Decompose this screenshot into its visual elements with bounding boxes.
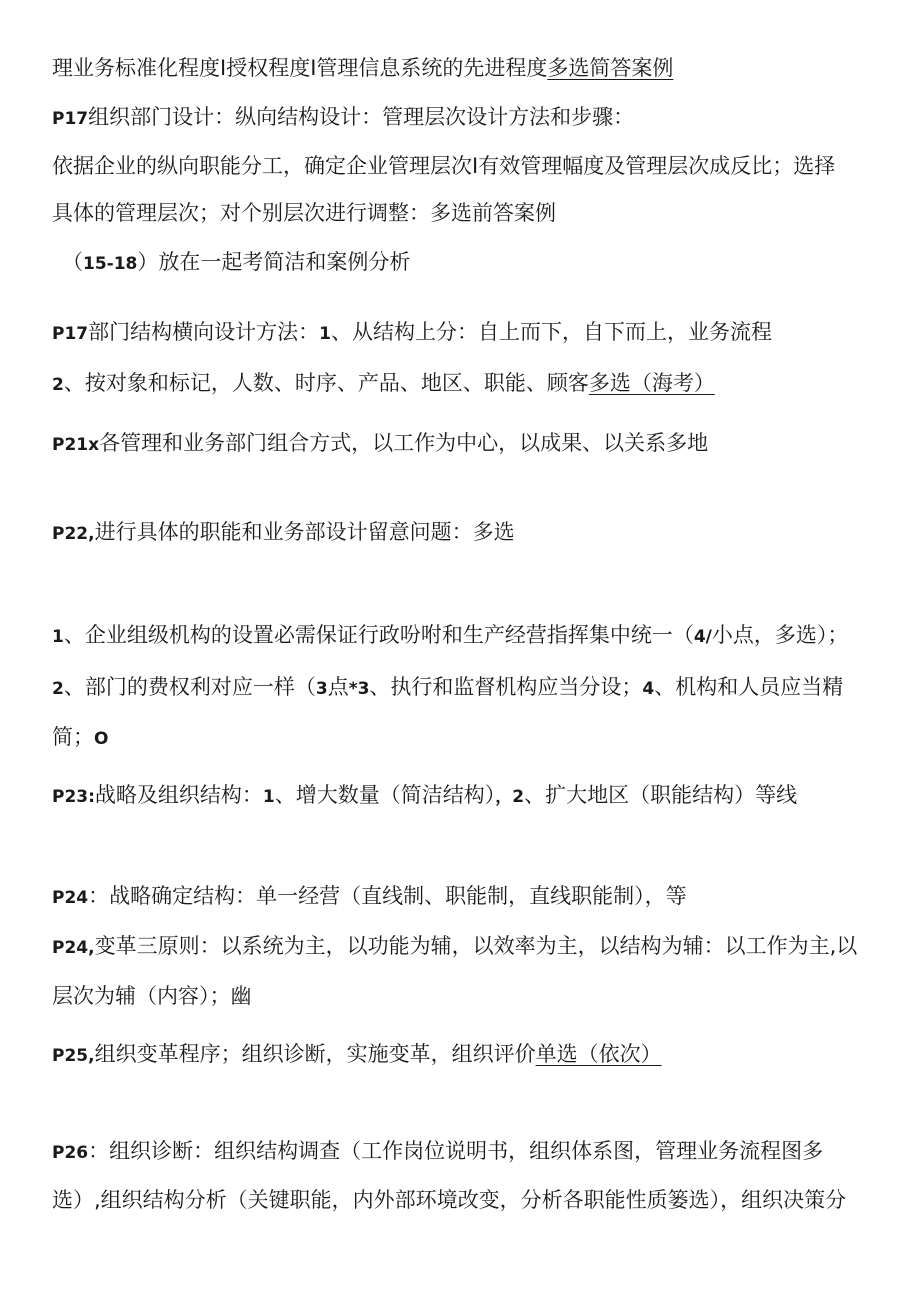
text-line-4: 具体的管理层次；对个别层次进行调整：多选前答案例 bbox=[52, 201, 556, 225]
text-line-13: P23:战略及组织结构：1、增大数量（简洁结构），2、扩大地区（职能结构）等线 bbox=[52, 783, 798, 807]
text-line-17: P25,组织变革程序；组织诊断，实施变革，组织评价单选（依次） bbox=[52, 1042, 662, 1066]
text-line-8: P21x各管理和业务部门组合方式，以工作为中心，以成果、以关系多地 bbox=[52, 431, 709, 455]
text-line-11: 2、部门的费权利对应一样（3点*3、执行和监督机构应当分设；4、机构和人员应当精 bbox=[52, 675, 844, 699]
text-line-3: 依据企业的纵向职能分工，确定企业管理层次I有效管理幅度及管理层次成反比；选择 bbox=[52, 154, 836, 178]
text-line-12: 简；O bbox=[52, 725, 109, 749]
text-line-14: P24：战略确定结构：单一经营（直线制、职能制，直线职能制），等 bbox=[52, 884, 687, 908]
text-line-16: 层次为辅（内容）；幽 bbox=[52, 984, 252, 1008]
text-line-15: P24,变革三原则：以系统为主，以功能为辅，以效率为主，以结构为辅：以工作为主,以 bbox=[52, 934, 858, 958]
text-line-19: 选）,组织结构分析（关键职能，内外部环境改变，分析各职能性质篓选），组织决策分 bbox=[52, 1188, 847, 1212]
text-line-5: （15-18）放在一起考简洁和案例分析 bbox=[62, 250, 411, 274]
text-line-7: 2、按对象和标记，人数、时序、产品、地区、职能、顾客多选（海考） bbox=[52, 371, 715, 395]
text-line-2: P17组织部门设计：纵向结构设计：管理层次设计方法和步骤： bbox=[52, 105, 635, 129]
text-line-1: 理业务标准化程度I授权程度I管理信息系统的先进程度多选简答案例 bbox=[52, 56, 674, 80]
text-line-9: P22,进行具体的职能和业务部设计留意问题：多选 bbox=[52, 520, 515, 544]
text-line-6: P17部门结构横向设计方法：1、从结构上分：自上而下，自下而上，业务流程 bbox=[52, 320, 772, 344]
text-line-10: 1、企业组级机构的设置必需保证行政吩咐和生产经营指挥集中统一（4/小点，多选）； bbox=[52, 623, 849, 647]
text-line-18: P26：组织诊断：组织结构调查（工作岗位说明书，组织体系图，管理业务流程图多 bbox=[52, 1139, 824, 1163]
